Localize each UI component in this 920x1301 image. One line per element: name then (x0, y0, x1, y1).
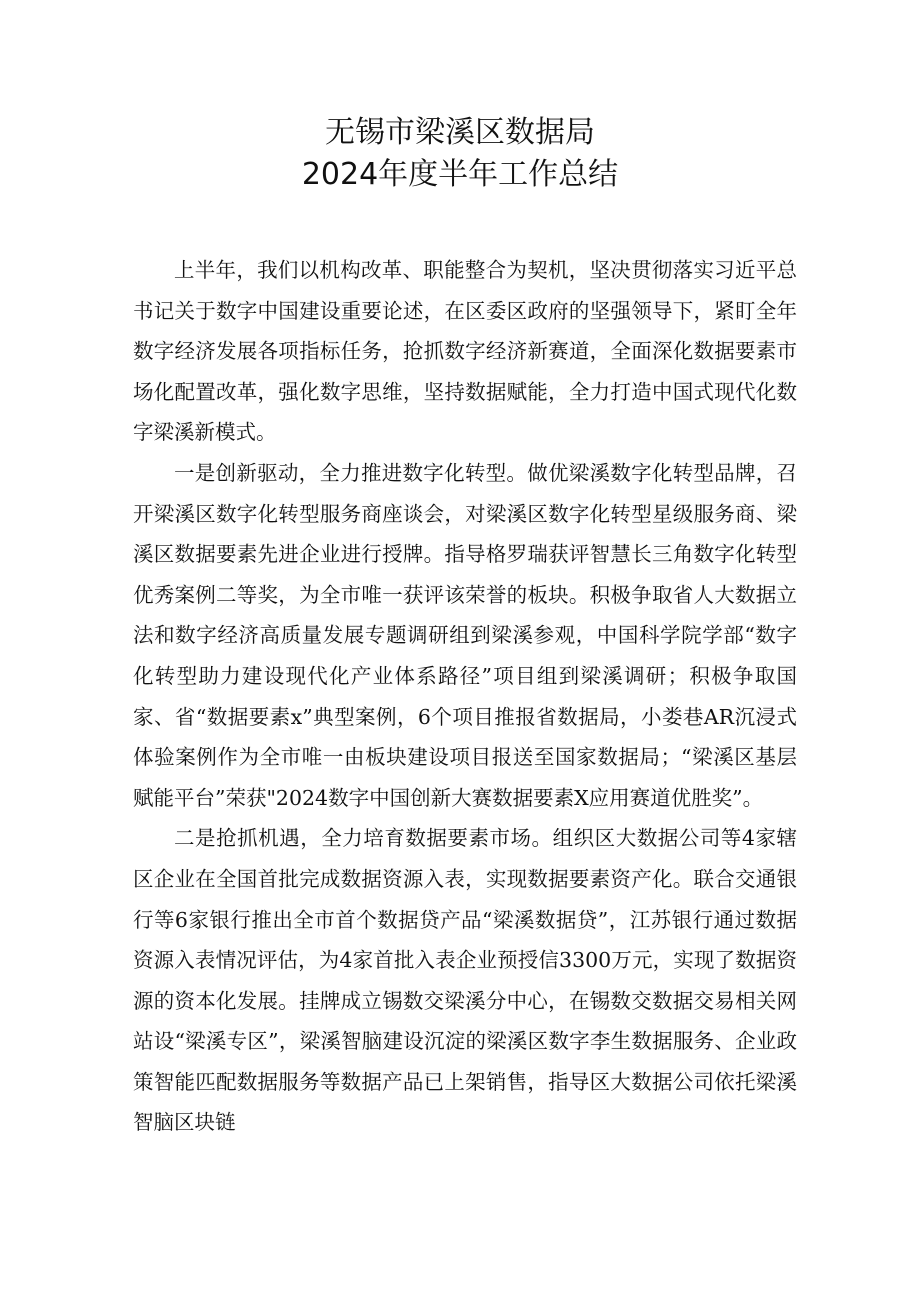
title-line-1: 无锡市梁溪区数据局 (325, 115, 595, 150)
paragraph-digital-transformation: 一是创新驱动，全力推进数字化转型。做优梁溪数字化转型品牌，召开梁溪区数字化转型服务商座谈会，对梁溪区数字化转型星级服务商、梁溪区数据要素先进企业进行授牌。指导格罗瑞获评智慧长三角数字化转型优秀案例二等奖，为全市唯一获评该荣誉的板块。积极争取省人大数据立法和数字经济高质量发展专题调研组到梁溪参观，中国科学院学部“数字化转型助力建设现代化产业体系路径”项目组到梁溪调研；积极争取国家、省“数据要素x”典型案例，6个项目推报省数据局，小娄巷AR沉浸式体验案例作为全市唯一由板块建设项目报送至国家数据局；“梁溪区基层赋能平台”荣获"2024数字中国创新大赛数据要素X应用赛道优胜奖”。 (133, 460, 797, 810)
document-title (0, 112, 920, 196)
paragraph-intro: 上半年，我们以机构改革、职能整合为契机，坚决贯彻落实习近平总书记关于数字中国建设重要论述，在区委区政府的坚强领导下，紧盯全年数字经济发展各项指标任务，抢抓数字经济新赛道，全面深化数据要素市场化配置改革，强化数字思维，坚持数据赋能，全力打造中国式现代化数字梁溪新模式。 (133, 258, 797, 445)
title-line-2: 2024年度半年工作总结 (301, 157, 619, 192)
document-body (133, 250, 797, 1143)
paragraph-data-market: 二是抢抓机遇，全力培育数据要素市场。组织区大数据公司等4家辖区企业在全国首批完成数据资源入表，实现数据要素资产化。联合交通银行等6家银行推出全市首个数据贷产品“梁溪数据贷”，江苏银行通过数据资源入表情况评估，为4家首批入表企业预授信3300万元，实现了数据资源的资本化发展。挂牌成立锡数交梁溪分中心，在锡数交数据交易相关网站设“梁溪专区”，梁溪智脑建设沉淀的梁溪区数字李生数据服务、企业政策智能匹配数据服务等数据产品已上架销售，指导区大数据公司依托梁溪智脑区块链 (133, 826, 797, 1135)
